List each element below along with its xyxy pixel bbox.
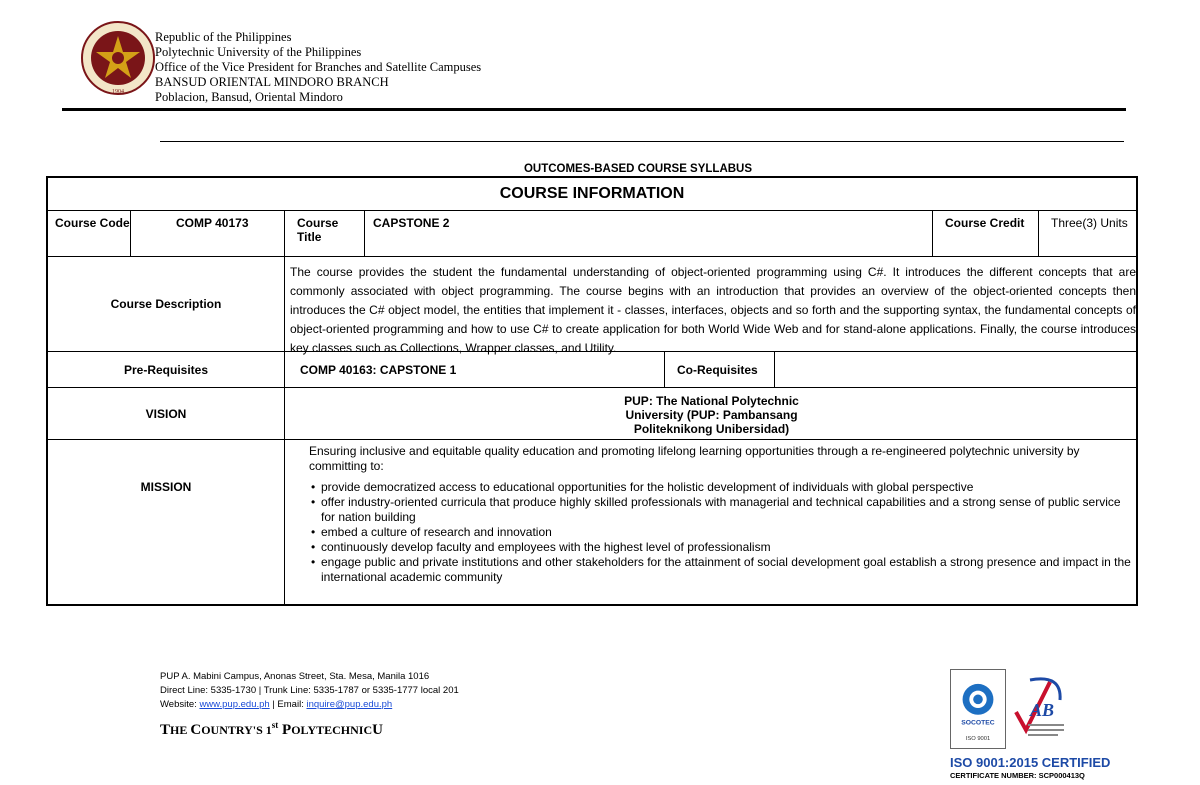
table-row-requisites [48,352,1136,388]
svg-text:1904: 1904 [112,89,124,95]
corequisites-label-text: Co-Requisites [677,362,758,377]
course-description-text: The course provides the student the fundamental understanding of object-oriented programming using C#. It introduces the different concepts that are commonly associated with object programming. The course begins with an introduction that provides an overview of the object-oriented concepts then introduces the C# object model, the entities that implement it - classes, interfaces, objects and so forth and the supporting syntax, the fundamental concepts of object-oriented programming and how to use C# to create application for both World Wide Web and for stand-alone applications. Finally, the course introduces key classes such as Collections, Wrapper classes, and Utility. [284,257,1138,351]
tagline-part: HE [170,723,191,737]
table-section-title [48,178,1136,211]
table-row-description [48,257,1136,355]
socotec-iso: ISO 9001 [965,735,991,742]
course-title-value: CAPSTONE 2 [364,211,932,256]
course-code-value: COMP 40173 [130,211,284,256]
accreditation-label: AB [1030,700,1055,720]
mission-label: MISSION [140,480,192,494]
vision-label-text: VISION [145,406,187,421]
vision-line: University (PUP: Pambansang [625,408,798,422]
mission-item: • embed a culture of research and innovation [309,525,1136,540]
mission-item: • continuously develop faculty and employees with the highest level of professionalism [309,540,1136,555]
tagline-part: OLYTECHNIC [291,723,373,737]
footer-phones: Direct Line: 5335-1730 | Trunk Line: 5335-1787 or 5335-1777 local 201 [160,685,459,696]
mission-text [284,440,1138,606]
tagline [160,720,383,739]
tagline-part: OUNTRY'S 1 [201,723,272,737]
tagline-part: U [372,722,383,738]
socotec-label: SOCOTEC [961,719,995,727]
header-line: Polytechnic University of the Philippines [155,45,362,59]
table-row-vision [48,388,1136,440]
corequisites-label [664,352,774,387]
table-row-mission [48,440,1136,606]
tagline-sup: st [271,720,279,730]
socotec-certification-logo [950,669,1006,749]
vision-line: PUP: The National Polytechnic [624,394,799,408]
website-label: Website: [160,699,197,710]
course-code-label: Course Code [55,216,130,230]
course-description-label [48,257,284,351]
institution-header [155,30,481,105]
header-line: Office of the Vice President for Branches and Satellite Campuses [155,60,482,74]
course-credit-value: Three(3) Units [1038,211,1138,256]
header-divider-thin [160,141,1124,142]
header-divider-thick [62,108,1126,111]
course-credit-label: Course Credit [932,211,1038,256]
website-link[interactable]: www.pup.edu.ph [199,699,270,710]
mission-item: • provide democratized access to educational opportunities for the holistic development of individuals with global perspective [309,480,1136,495]
footer-contact [160,670,459,712]
document-title: OUTCOMES-BASED COURSE SYLLABUS [523,163,753,175]
certificate-number: CERTIFICATE NUMBER: SCP000413Q [950,771,1085,780]
footer-web-line [160,698,459,712]
tagline-part: T [160,722,171,738]
course-title-label: Course Title [284,211,364,256]
vision-label [48,388,284,439]
tagline-part: P [278,722,292,738]
prerequisites-value-text: COMP 40163: CAPSTONE 1 [300,362,457,377]
mission-item: • offer industry-oriented curricula that produce highly skilled professionals with managerial and technical capabilities and a strong sense of public service for nation building [309,495,1136,525]
mission-list [309,480,1136,585]
corequisites-value [774,352,1138,387]
mission-intro: Ensuring inclusive and equitable quality education and promoting lifelong learning opportunities through a re-engineered polytechnic university by committing to: [309,444,1080,473]
vision-text [284,388,1138,439]
course-information-table [46,176,1138,606]
email-label: | Email: [272,699,304,710]
header-line: Poblacion, Bansud, Oriental Mindoro [155,90,343,104]
mission-item: • engage public and private institutions and other stakeholders for the attainment of social development goal establish a strong presence and impact in the international academic community [309,555,1136,585]
prerequisites-value [284,352,664,387]
section-title: COURSE INFORMATION [499,185,685,202]
email-link[interactable]: inquire@pup.edu.ph [306,699,393,710]
table-row-course [48,211,1136,257]
header-line: BANSUD ORIENTAL MINDORO BRANCH [155,75,389,89]
tagline-part: C [190,722,202,738]
prerequisites-label [48,352,284,387]
accreditation-logo [1010,672,1068,748]
course-description-label-text: Course Description [110,297,222,311]
vision-line: Politeknikong Unibersidad) [633,422,790,436]
header-line: Republic of the Philippines [155,30,292,44]
university-seal-logo [80,20,156,96]
prerequisites-label-text: Pre-Requisites [123,362,209,377]
iso-certified-label: ISO 9001:2015 CERTIFIED [950,755,1111,770]
footer-address: PUP A. Mabini Campus, Anonas Street, Sta. Mesa, Manila 1016 [160,671,430,682]
